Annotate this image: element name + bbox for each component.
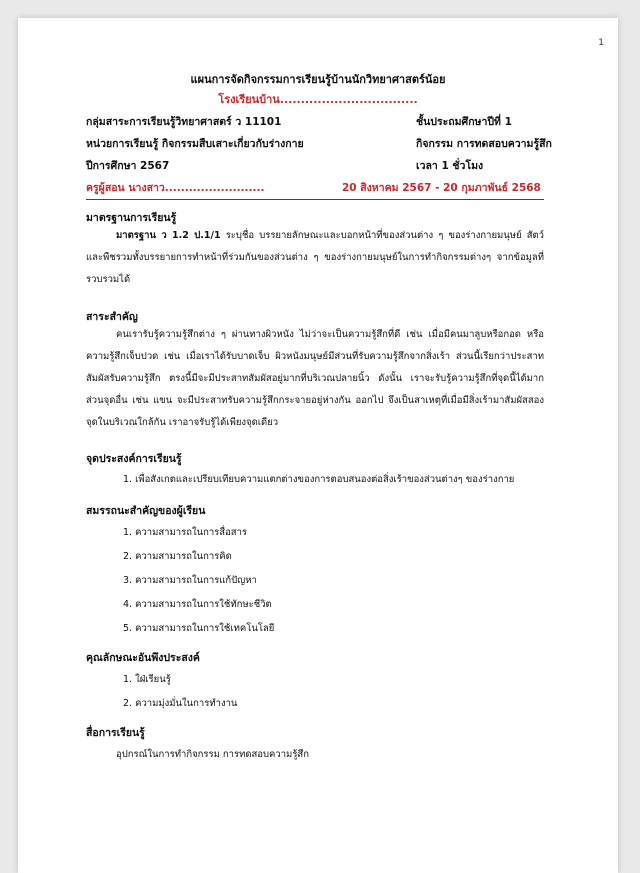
competency-item: 3. ความสามารถในการแก้ปัญหา	[123, 575, 257, 586]
document-page	[18, 18, 618, 873]
activity-name: กิจกรรม การทดสอบความรู้สึก	[416, 138, 552, 150]
competency-item: 5. ความสามารถในการใช้เทคโนโลยี	[123, 623, 275, 634]
objectives-heading: จุดประสงค์การเรียนรู้	[86, 453, 182, 465]
duration: เวลา 1 ชั่วโมง	[416, 160, 484, 172]
standard-code: มาตรฐาน ว 1.2 ป.1/1	[116, 230, 221, 241]
characteristic-item: 2. ความมุ่งมั่นในการทำงาน	[123, 698, 238, 709]
standard-text: ระบุชื่อ บรรยายลักษณะและบอกหน้าที่ของส่วนต่าง ๆ ของร่างกายมนุษย์ สัตว์และพืชรวมทั้งบรรยายการทำหน้าที่ร่วมกันของส่วนต่าง ๆ ของร่างกายมนุษย์ในการทำกิจกรรมต่างๆ จากข้อมูลที่รวบรวมได้	[86, 230, 545, 285]
objective-item: 1. เพื่อสังเกตและเปรียบเทียบความแตกต่างของการตอบสนองต่อสิ่งเร้าของส่วนต่างๆ ของร่างกาย	[123, 474, 515, 485]
competency-item: 2. ความสามารถในการคิด	[123, 551, 232, 562]
competencies-heading: สมรรถนะสำคัญของผู้เรียน	[86, 505, 206, 517]
standards-heading: มาตรฐานการเรียนรู้	[86, 212, 177, 224]
learning-unit: หน่วยการเรียนรู้ กิจกรรมสืบเสาะเกี่ยวกับร่างกาย	[86, 138, 304, 150]
header-divider	[86, 199, 544, 200]
subject-group: กลุ่มสาระการเรียนรู้วิทยาศาสตร์ ว 11101	[86, 116, 282, 128]
date-range: 20 สิงหาคม 2567 - 20 กุมภาพันธ์ 2568	[342, 182, 541, 194]
standards-paragraph	[86, 225, 544, 291]
teacher-name: ครูผู้สอน นางสาว.........................	[86, 182, 265, 194]
essence-paragraph: คนเรารับรู้ความรู้สึกต่าง ๆ ผ่านทางผิวหนัง ไม่ว่าจะเป็นความรู้สึกที่ดี เช่น เมื่อมีคนมาลูบหรือกอด หรือความรู้สึกเจ็บปวด เช่น เมื่อเราได้รับบาดเจ็บ ผิวหนังมนุษย์มีส่วนที่รับความรู้สึกจากสิ่งเร้า ส่วนนี้เรียกว่าประสาทสัมผัสรับความรู้สึก ตรงนี้มีจะมีประสาทสัมผัสอยู่มากที่บริเวณปลายนิ้ว ดังนั้น เราจะรับรู้ความรู้สึกที่จุดนี้ได้มาก ส่วนจุดอื่น เช่น แขน จะมีประสาทรับความรู้สึกกระจายอยู่ห่างกัน ออกไป จึงเป็นสาเหตุที่เมื่อมีสิ่งเร้ามาสัมผัสสองจุดในบริเวณใกล้กัน เราอาจรับรู้ได้เพียงจุดเดียว	[86, 329, 544, 428]
school-name: โรงเรียนบ้าน.................................	[218, 93, 418, 106]
competency-item: 4. ความสามารถในการใช้ทักษะชีวิต	[123, 599, 272, 610]
academic-year: ปีการศึกษา 2567	[86, 160, 170, 172]
competency-item: 1. ความสามารถในการสื่อสาร	[123, 527, 248, 538]
characteristic-item: 1. ใฝ่เรียนรู้	[123, 674, 171, 685]
page-number: 1	[598, 38, 604, 48]
document-title: แผนการจัดกิจกรรมการเรียนรู้บ้านนักวิทยาศาสตร์น้อย	[190, 73, 446, 86]
media-heading: สื่อการเรียนรู้	[86, 727, 145, 739]
characteristics-heading: คุณลักษณะอันพึงประสงค์	[86, 652, 200, 664]
grade-level: ชั้นประถมศึกษาปีที่ 1	[416, 116, 512, 128]
essence-heading: สาระสำคัญ	[86, 311, 138, 323]
media-text: อุปกรณ์ในการทำกิจกรรม การทดสอบความรู้สึก	[116, 749, 309, 760]
